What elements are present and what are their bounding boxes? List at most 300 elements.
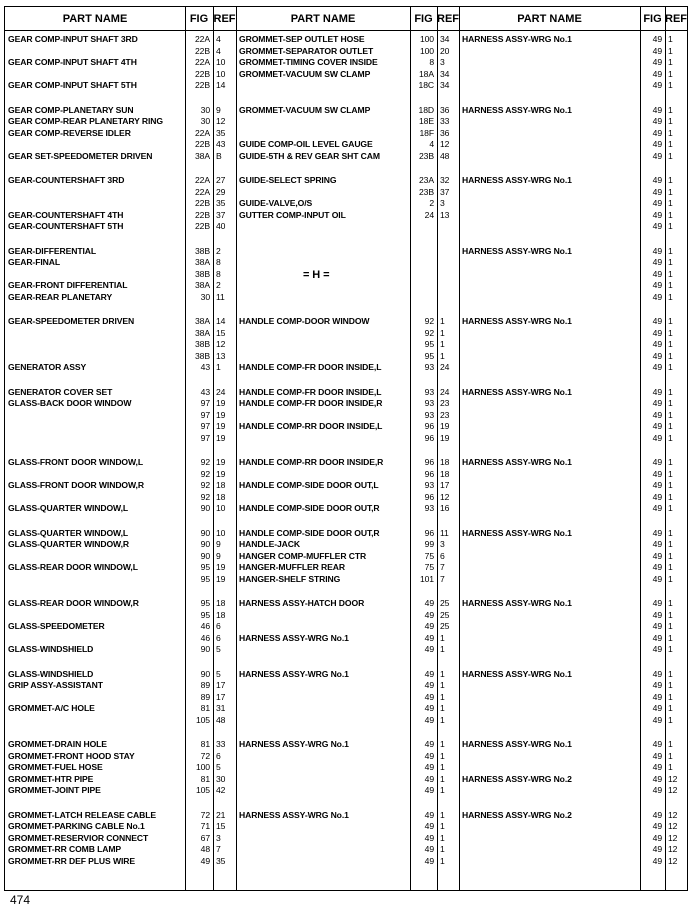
ref-number: 1 [668,432,673,443]
ref-number: 8 [216,268,221,279]
ref-number: 25 [440,598,450,608]
fig-number: 49 [652,80,662,91]
ref-number: 1 [440,750,445,761]
fig-number: 22A [195,57,210,68]
fig-number: 22A [195,186,210,197]
fig-number: 95 [200,598,210,608]
part-name: GLASS-FRONT DOOR WINDOW,R [8,480,144,491]
fig-number: 49 [652,668,662,679]
part-name: HARNESS ASSY-WRG No.1 [462,316,572,326]
ref-number: 12 [668,773,678,784]
ref-number: 33 [440,116,450,127]
fig-number: 95 [424,339,434,350]
part-name: GEAR COMP-INPUT SHAFT 5TH [8,80,137,91]
fig-number: 92 [200,457,210,467]
part-name: HARNESS ASSY-WRG No.1 [462,175,572,185]
fig-number: 30 [200,104,210,115]
ref-number: 19 [216,573,226,584]
ref-number: 1 [440,844,445,855]
fig-number: 18E [419,116,434,127]
fig-number: 49 [652,691,662,702]
fig-number: 2 [429,198,434,209]
ref-number: 1 [668,609,673,620]
ref-number: 1 [668,421,673,432]
fig-number: 22B [195,209,210,220]
part-name: GEAR-COUNTERSHAFT 4TH [8,209,124,220]
fig-number: 49 [652,503,662,514]
fig-number: 49 [424,691,434,702]
ref-number: 2 [216,280,221,291]
fig-number: 49 [652,68,662,79]
ref-number: 48 [216,714,226,725]
fig-number: 49 [424,739,434,749]
rule-ref-1 [213,7,214,890]
ref-number: 15 [216,821,226,832]
header-part-name-2: PART NAME [236,7,410,31]
parts-index-table [4,6,688,891]
fig-number: 49 [652,150,662,161]
fig-number: 38A [195,280,210,291]
fig-number: 49 [652,457,662,467]
fig-number: 49 [652,398,662,409]
ref-number: 17 [216,680,226,691]
fig-number: 49 [652,409,662,420]
ref-number: 12 [668,832,678,843]
header-ref-2: REF [437,7,459,31]
fig-number: 46 [200,621,210,632]
part-name: HARNESS ASSY-HATCH DOOR [239,598,365,608]
ref-number: 1 [668,457,673,467]
ref-number: 18 [440,468,450,479]
ref-number: 12 [668,809,678,820]
fig-number: 49 [652,832,662,843]
ref-number: 29 [216,186,226,197]
part-name: GLASS-QUARTER WINDOW,L [8,503,129,514]
part-name: GUIDE-VALVE,O/S [239,198,313,209]
ref-number: 35 [216,855,226,866]
part-name: GROMMET-TIMING COVER INSIDE [239,57,378,68]
fig-number: 49 [652,844,662,855]
fig-number: 49 [652,386,662,397]
ref-number: 7 [216,844,221,855]
part-name: GROMMET-PARKING CABLE No.1 [8,821,145,832]
fig-number: 49 [652,527,662,538]
part-name: GUIDE COMP-OIL LEVEL GAUGE [239,139,373,150]
fig-number: 49 [652,432,662,443]
part-name: GROMMET-FRONT HOOD STAY [8,750,135,761]
part-name: GUIDE-5TH & REV GEAR SHT CAM [239,150,380,161]
ref-number: 25 [440,621,450,632]
fig-number: 49 [652,316,662,326]
ref-number: 23 [440,409,450,420]
fig-number: 49 [424,750,434,761]
part-name: GROMMET-A/C HOLE [8,703,95,714]
ref-number: 20 [440,45,450,56]
part-name: GROMMET-DRAIN HOLE [8,739,107,749]
ref-number: 1 [668,562,673,573]
ref-number: 18 [440,457,450,467]
rule-ref-3 [665,7,666,890]
part-name: HANDLE-JACK [239,539,300,550]
fig-number: 93 [424,362,434,373]
fig-number: 81 [200,739,210,749]
fig-number: 49 [652,45,662,56]
ref-number: 1 [668,198,673,209]
fig-number: 49 [652,468,662,479]
fig-number: 49 [652,480,662,491]
section-letter-h: = H = [303,269,330,281]
fig-number: 46 [200,632,210,643]
fig-number: 24 [424,209,434,220]
ref-number: 12 [440,491,450,502]
header-ref-3: REF [665,7,687,31]
ref-number: 12 [668,855,678,866]
fig-number: 49 [652,644,662,655]
fig-number: 49 [652,57,662,68]
ref-number: 12 [216,116,226,127]
ref-number: 1 [440,821,445,832]
fig-number: 97 [200,409,210,420]
part-name: GEAR COMP-REAR PLANETARY RING [8,116,163,127]
fig-number: 22B [195,139,210,150]
fig-number: 92 [200,480,210,491]
fig-number: 49 [652,598,662,608]
ref-number: 1 [668,598,673,608]
fig-number: 49 [652,291,662,302]
fig-number: 38B [195,339,210,350]
fig-number: 49 [424,773,434,784]
ref-number: 1 [668,668,673,679]
fig-number: 43 [200,386,210,397]
ref-number: 21 [216,809,226,820]
ref-number: 1 [668,762,673,773]
fig-number: 49 [424,855,434,866]
ref-number: 27 [216,175,226,185]
fig-number: 48 [200,844,210,855]
ref-number: 1 [668,573,673,584]
ref-number: 14 [216,316,226,326]
ref-number: 18 [216,491,226,502]
ref-number: 4 [216,45,221,56]
fig-number: 49 [652,750,662,761]
part-name: HARNESS ASSY-WRG No.1 [462,245,572,256]
part-name: GROMMET-VACUUM SW CLAMP [239,68,371,79]
fig-number: 92 [200,491,210,502]
part-name: HANDLE COMP-RR DOOR INSIDE,R [239,457,384,467]
ref-number: 11 [216,291,225,302]
ref-number: 1 [440,316,445,326]
part-name: GLASS-WINDSHIELD [8,644,94,655]
ref-number: 1 [668,57,673,68]
fig-number: 97 [200,421,210,432]
ref-number: 1 [668,703,673,714]
fig-number: 49 [652,703,662,714]
ref-number: 1 [440,832,445,843]
fig-number: 96 [424,468,434,479]
header-part-name-1: PART NAME [5,7,185,31]
ref-number: 12 [668,785,678,796]
ref-number: 9 [216,539,221,550]
ref-number: 36 [440,104,450,115]
fig-number: 49 [652,491,662,502]
fig-number: 96 [424,527,434,538]
fig-number: 90 [200,527,210,538]
ref-number: 1 [668,139,673,150]
fig-number: 49 [424,832,434,843]
part-name: GLASS-SPEEDOMETER [8,621,105,632]
fig-number: 105 [195,714,210,725]
part-name: HARNESS ASSY-WRG No.1 [462,527,572,538]
ref-number: 30 [216,773,226,784]
ref-number: 1 [668,221,673,232]
ref-number: 18 [216,609,226,620]
ref-number: 1 [668,550,673,561]
fig-number: 49 [652,632,662,643]
part-name: GROMMET-RESERVIOR CONNECT [8,832,149,843]
part-name: GEAR COMP-PLANETARY SUN [8,104,134,115]
fig-number: 22A [195,34,210,44]
ref-number: 1 [668,45,673,56]
fig-number: 97 [200,432,210,443]
ref-number: 6 [216,750,221,761]
ref-number: 1 [440,714,445,725]
part-name: GEAR COMP-INPUT SHAFT 3RD [8,34,138,44]
fig-number: 49 [424,703,434,714]
ref-number: 12 [216,339,226,350]
fig-number: 49 [424,809,434,820]
fig-number: 49 [652,573,662,584]
fig-number: 100 [195,762,210,773]
fig-number: 96 [424,421,434,432]
fig-number: 101 [419,573,434,584]
fig-number: 49 [652,421,662,432]
part-name: GROMMET-SEP OUTLET HOSE [239,34,365,44]
fig-number: 99 [424,539,434,550]
ref-number: 1 [668,316,673,326]
part-name: GUIDE-SELECT SPRING [239,175,337,185]
ref-number: 1 [440,632,445,643]
part-name: HARNESS ASSY-WRG No.1 [239,668,349,679]
fig-number: 38A [195,257,210,268]
fig-number: 90 [200,539,210,550]
ref-number: 19 [216,457,226,467]
part-name: GEAR-REAR PLANETARY [8,291,113,302]
fig-number: 92 [424,327,434,338]
part-name: HANDLE COMP-FR DOOR INSIDE,L [239,386,382,397]
ref-number: 1 [440,773,445,784]
ref-number: 48 [440,150,450,161]
fig-number: 23A [419,175,434,185]
fig-number: 49 [652,186,662,197]
ref-number: 12 [668,821,678,832]
ref-number: 1 [668,714,673,725]
part-name: HARNESS ASSY-WRG No.1 [462,739,572,749]
ref-number: 1 [668,280,673,291]
ref-number: 1 [668,680,673,691]
ref-number: 1 [668,621,673,632]
fig-number: 49 [424,762,434,773]
fig-number: 49 [652,539,662,550]
fig-number: 49 [652,562,662,573]
ref-number: 1 [440,680,445,691]
ref-number: 1 [668,409,673,420]
ref-number: 6 [216,632,221,643]
ref-number: 42 [216,785,226,796]
part-name: GEAR-FRONT DIFFERENTIAL [8,280,128,291]
fig-number: 90 [200,644,210,655]
part-name: GROMMET-SEPARATOR OUTLET [239,45,374,56]
fig-number: 100 [419,34,434,44]
fig-number: 4 [429,139,434,150]
fig-number: 49 [424,621,434,632]
rule-section-1 [236,7,237,890]
part-name: GROMMET-LATCH RELEASE CABLE [8,809,157,820]
fig-number: 49 [652,621,662,632]
part-name: HANDLE COMP-FR DOOR INSIDE,L [239,362,382,373]
ref-number: 19 [440,421,450,432]
ref-number: 12 [440,139,450,150]
ref-number: 1 [668,644,673,655]
part-name: HARNESS ASSY-WRG No.1 [239,809,349,820]
part-name: GEAR SET-SPEEDOMETER DRIVEN [8,150,153,161]
ref-number: 34 [440,68,450,79]
fig-number: 105 [195,785,210,796]
ref-number: 1 [668,68,673,79]
part-name: HANGER-SHELF STRING [239,573,341,584]
ref-number: 16 [440,503,450,514]
ref-number: 13 [440,209,450,220]
ref-number: 10 [216,527,226,538]
fig-number: 97 [200,398,210,409]
part-name: HANDLE COMP-RR DOOR INSIDE,L [239,421,383,432]
fig-number: 49 [652,339,662,350]
ref-number: 35 [216,198,226,209]
ref-number: 1 [668,480,673,491]
ref-number: 17 [440,480,450,491]
fig-number: 49 [652,34,662,44]
fig-number: 49 [652,809,662,820]
fig-number: 95 [200,562,210,573]
fig-number: 49 [652,104,662,115]
ref-number: 19 [216,409,226,420]
ref-number: 1 [440,762,445,773]
ref-number: 43 [216,139,226,150]
ref-number: 10 [216,68,226,79]
part-name: GEAR-COUNTERSHAFT 5TH [8,221,124,232]
fig-number: 18A [419,68,434,79]
ref-number: 19 [440,432,450,443]
part-name: GROMMET-RR DEF PLUS WIRE [8,855,135,866]
fig-number: 95 [424,350,434,361]
fig-number: 75 [424,550,434,561]
fig-number: 30 [200,291,210,302]
fig-number: 96 [424,457,434,467]
fig-number: 49 [652,785,662,796]
part-name: HARNESS ASSY-WRG No.1 [239,739,349,749]
ref-number: 1 [668,104,673,115]
header-ref-1: REF [213,7,236,31]
fig-number: 49 [652,855,662,866]
fig-number: 18C [418,80,434,91]
ref-number: 24 [440,386,450,397]
ref-number: 1 [668,691,673,702]
part-name: HARNESS ASSY-WRG No.1 [462,386,572,397]
part-name: GEAR-COUNTERSHAFT 3RD [8,175,125,185]
ref-number: 9 [216,104,221,115]
ref-number: 1 [668,539,673,550]
fig-number: 38A [195,316,210,326]
ref-number: 1 [668,175,673,185]
ref-number: 12 [668,844,678,855]
ref-number: 37 [440,186,450,197]
ref-number: 35 [216,127,226,138]
part-name: GLASS-QUARTER WINDOW,R [8,539,129,550]
fig-number: 49 [652,245,662,256]
fig-number: 49 [652,139,662,150]
fig-number: 100 [419,45,434,56]
part-name: GEAR COMP-INPUT SHAFT 4TH [8,57,137,68]
fig-number: 49 [424,785,434,796]
part-name: GLASS-FRONT DOOR WINDOW,L [8,457,143,467]
part-name: GUTTER COMP-INPUT OIL [239,209,346,220]
ref-number: 3 [440,198,445,209]
part-name: GROMMET-FUEL HOSE [8,762,103,773]
fig-number: 49 [424,644,434,655]
ref-number: 7 [440,573,445,584]
header-part-name-3: PART NAME [459,7,640,31]
fig-number: 81 [200,773,210,784]
ref-number: 1 [440,809,445,820]
fig-number: 18F [419,127,434,138]
part-name: HARNESS ASSY-WRG No.2 [462,773,572,784]
ref-number: 33 [216,739,226,749]
fig-number: 49 [652,257,662,268]
ref-number: 17 [216,691,226,702]
ref-number: 32 [440,175,450,185]
fig-number: 23B [419,150,434,161]
ref-number: B [216,150,222,161]
fig-number: 49 [424,844,434,855]
fig-number: 22B [195,68,210,79]
ref-number: 1 [668,739,673,749]
ref-number: 1 [440,855,445,866]
ref-number: 1 [216,362,221,373]
ref-number: 18 [216,598,226,608]
ref-number: 1 [440,703,445,714]
fig-number: 49 [652,821,662,832]
part-name: HARNESS ASSY-WRG No.1 [462,598,572,608]
fig-number: 23B [419,186,434,197]
ref-number: 1 [668,34,673,44]
fig-number: 49 [652,209,662,220]
part-name: HARNESS ASSY-WRG No.2 [462,809,572,820]
ref-number: 15 [216,327,226,338]
ref-number: 19 [216,421,226,432]
ref-number: 1 [668,186,673,197]
part-name: GRIP ASSY-ASSISTANT [8,680,103,691]
header-fig-2: FIG [410,7,437,31]
ref-number: 5 [216,668,221,679]
fig-number: 38B [195,245,210,256]
ref-number: 8 [216,257,221,268]
rule-ref-2 [437,7,438,890]
part-name: HANDLE COMP-FR DOOR INSIDE,R [239,398,383,409]
fig-number: 93 [424,386,434,397]
ref-number: 18 [216,480,226,491]
ref-number: 5 [216,644,221,655]
ref-number: 1 [668,491,673,502]
fig-number: 67 [200,832,210,843]
